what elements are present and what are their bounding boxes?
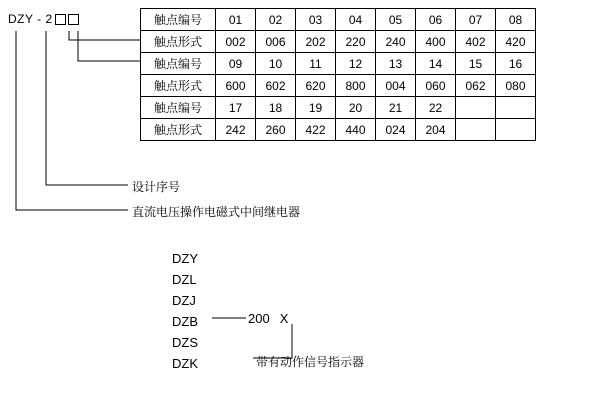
list-item: DZS [172,335,198,350]
table-cell: 242 [216,119,256,141]
model-code-prefix: DZY - 2 [8,12,53,26]
row-header: 触点形式 [141,75,216,97]
table-cell: 620 [296,75,336,97]
table-cell: 12 [336,53,376,75]
series-model-number: 200 [248,311,270,326]
table-row [141,119,536,141]
table-cell: 10 [256,53,296,75]
table-cell: 402 [456,31,496,53]
table-cell: 07 [456,9,496,31]
table-cell [456,97,496,119]
table-cell: 11 [296,53,336,75]
table-row [141,9,536,31]
table-cell: 422 [296,119,336,141]
table-cell: 21 [376,97,416,119]
table-cell [496,97,536,119]
table-cell: 400 [416,31,456,53]
table-cell: 03 [296,9,336,31]
table-cell: 600 [216,75,256,97]
list-item: DZL [172,272,197,287]
table-cell: 006 [256,31,296,53]
table-cell: 204 [416,119,456,141]
table-cell: 08 [496,9,536,31]
table-cell [496,119,536,141]
table-cell: 004 [376,75,416,97]
table-cell: 602 [256,75,296,97]
table-cell: 01 [216,9,256,31]
table-cell: 002 [216,31,256,53]
row-header: 触点编号 [141,53,216,75]
table-cell: 17 [216,97,256,119]
list-item: DZB [172,314,198,329]
table-cell: 220 [336,31,376,53]
table-cell: 202 [296,31,336,53]
table-cell: 22 [416,97,456,119]
table-row [141,31,536,53]
series-list [172,248,198,374]
list-item: DZJ [172,293,196,308]
table-cell: 062 [456,75,496,97]
list-item: DZK [172,356,198,371]
row-header: 触点编号 [141,97,216,119]
indicator-note: 带有动作信号指示器 [256,355,365,369]
model-code-box-2 [68,14,79,25]
table-row [141,53,536,75]
table-cell: 420 [496,31,536,53]
model-code-label [8,12,79,26]
list-item: DZY [172,251,198,266]
series-model-number-group [248,311,288,326]
table-cell: 060 [416,75,456,97]
table-cell: 19 [296,97,336,119]
table-cell: 16 [496,53,536,75]
table-cell: 13 [376,53,416,75]
model-code-box-1 [55,14,66,25]
table-cell: 02 [256,9,296,31]
table-cell: 05 [376,9,416,31]
table-cell: 800 [336,75,376,97]
table-cell: 024 [376,119,416,141]
table-cell: 260 [256,119,296,141]
table-cell: 04 [336,9,376,31]
table-cell: 15 [456,53,496,75]
table-row [141,75,536,97]
table-cell: 240 [376,31,416,53]
table-cell [456,119,496,141]
table-cell: 18 [256,97,296,119]
table-cell: 20 [336,97,376,119]
series-variant: X [279,311,289,326]
contact-spec-table [140,8,536,141]
table-cell: 440 [336,119,376,141]
design-number-caption: 设计序号 [132,180,181,194]
table-cell: 06 [416,9,456,31]
relay-description-caption: 直流电压操作电磁式中间继电器 [132,205,301,219]
table-cell: 14 [416,53,456,75]
row-header: 触点编号 [141,9,216,31]
row-header: 触点形式 [141,31,216,53]
table-cell: 09 [216,53,256,75]
table-cell: 080 [496,75,536,97]
row-header: 触点形式 [141,119,216,141]
table-row [141,97,536,119]
